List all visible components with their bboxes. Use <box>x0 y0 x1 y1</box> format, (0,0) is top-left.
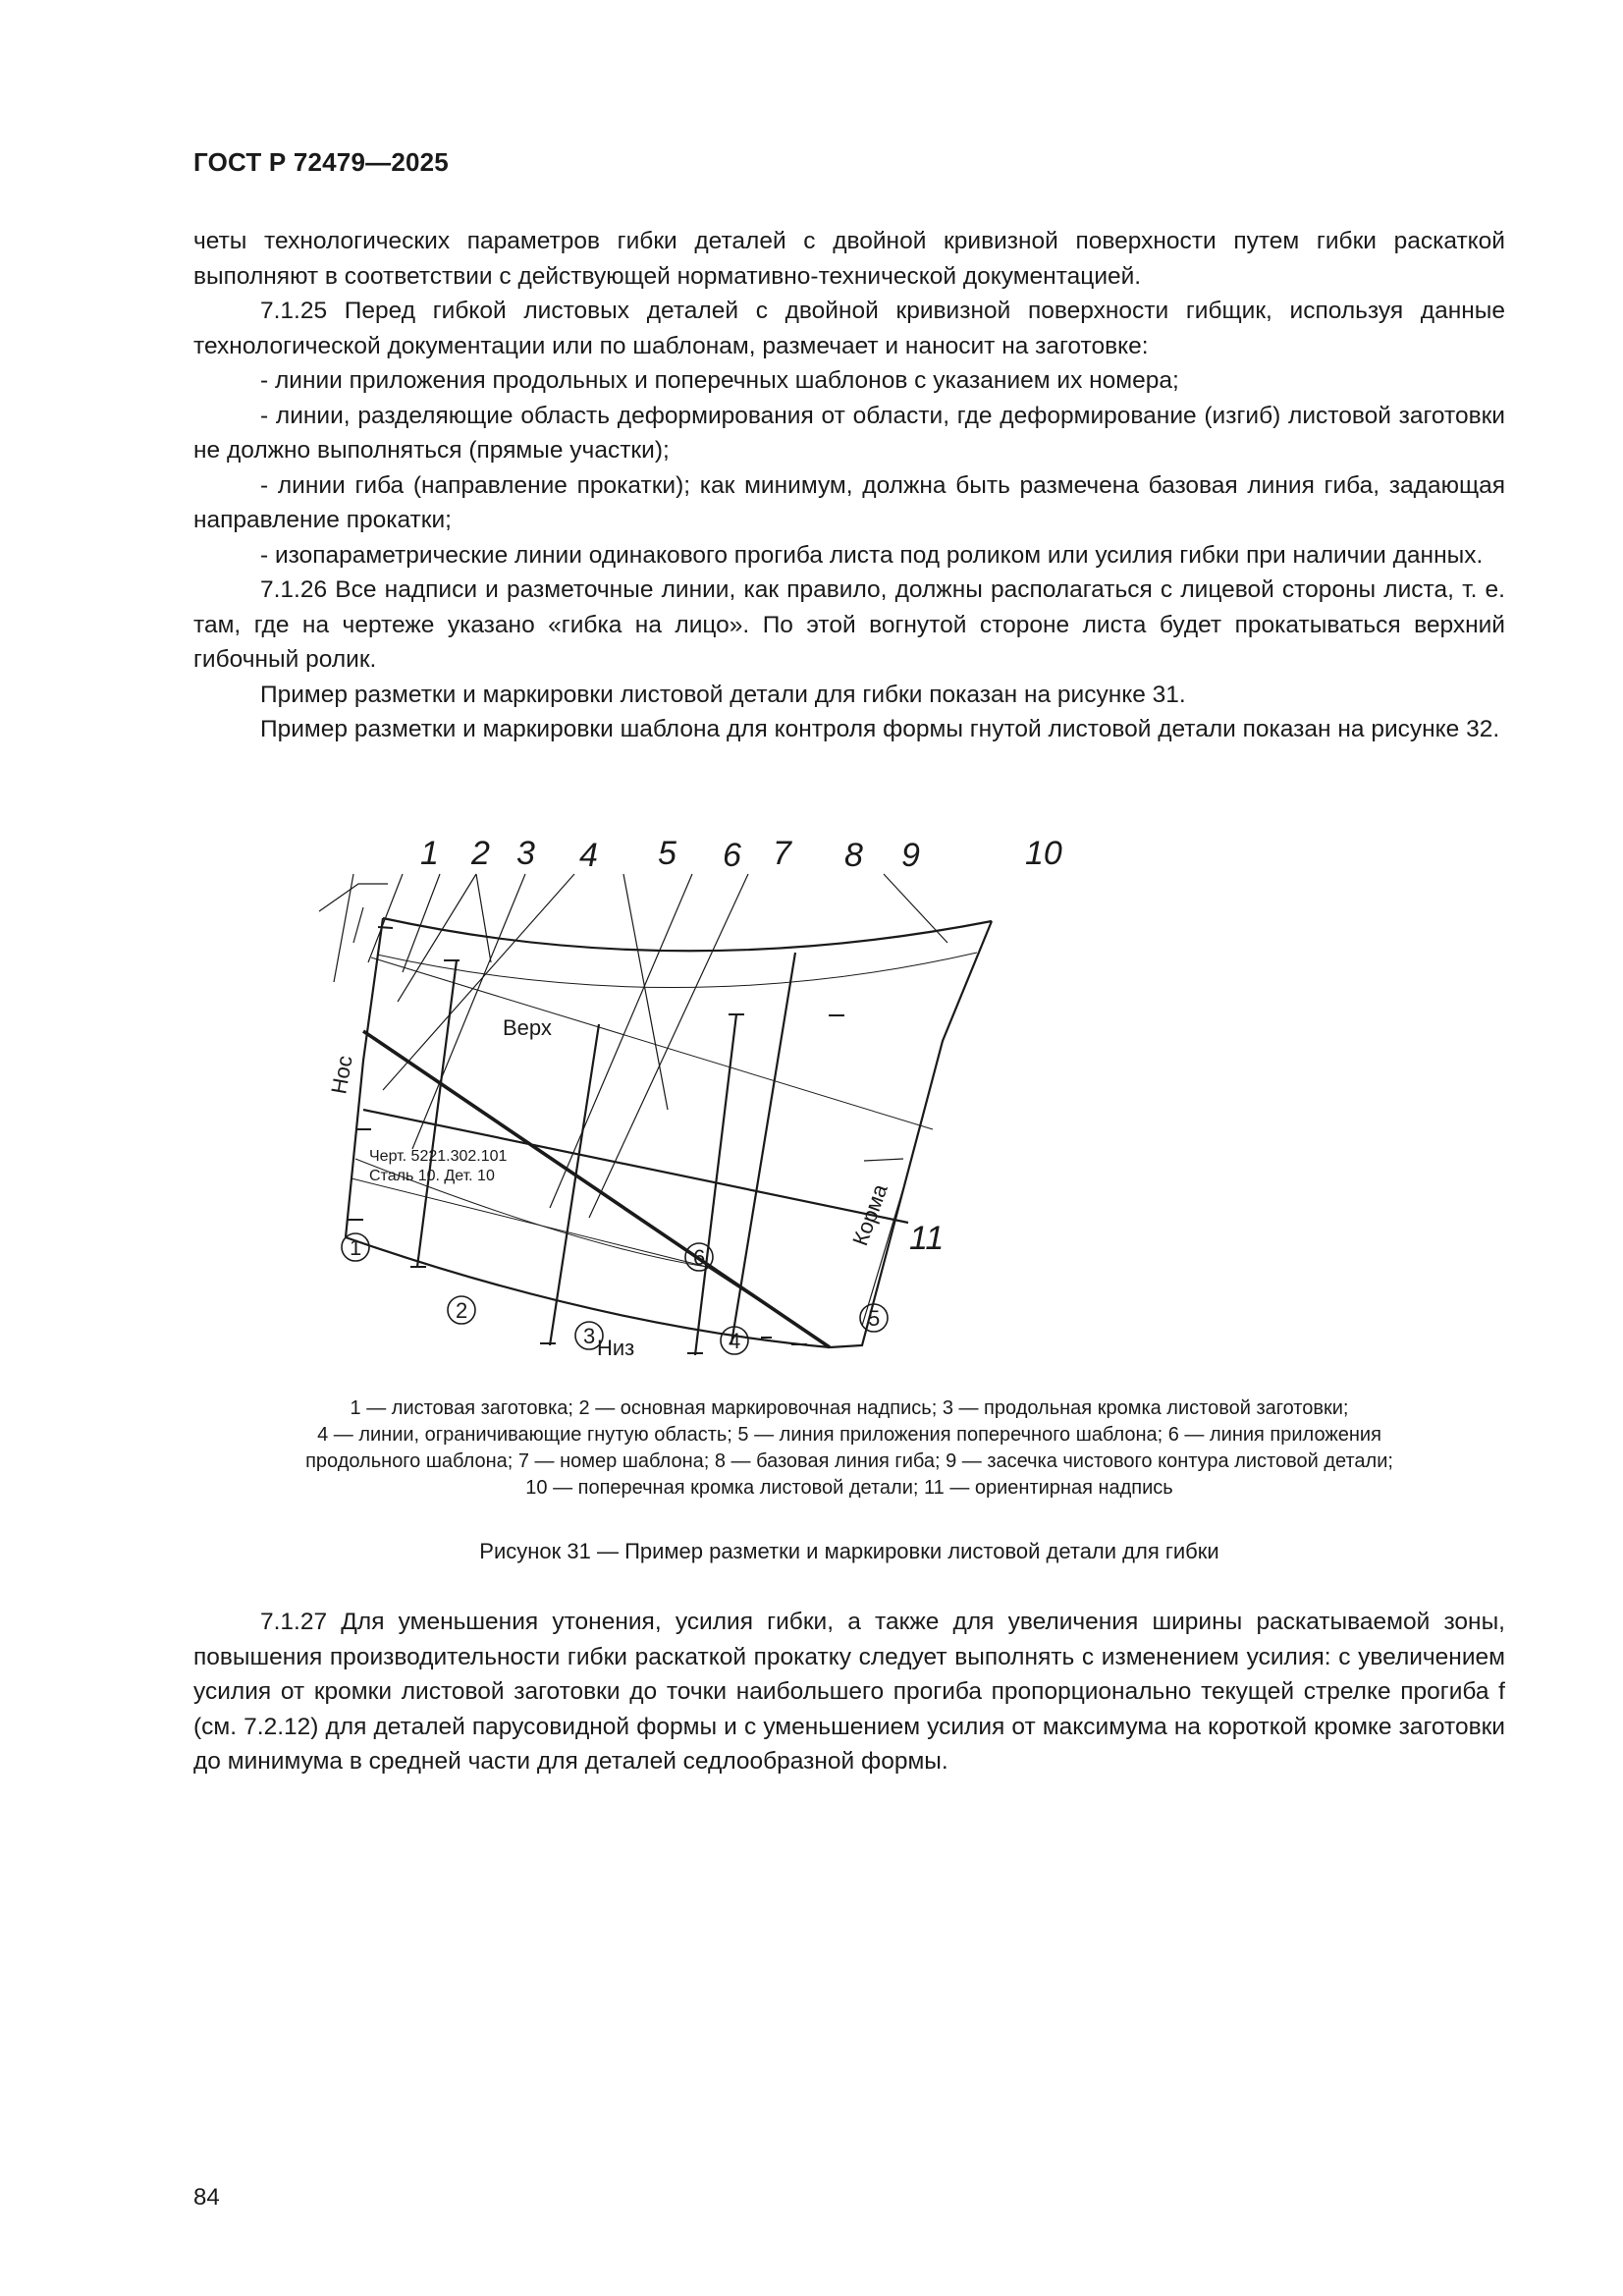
figure-caption: Рисунок 31 — Пример разметки и маркировки листовой детали для гибки <box>479 1539 1219 1563</box>
paragraph: Пример разметки и маркировки листовой детали для гибки показан на рисунке 31. <box>260 681 1186 708</box>
template-number-1: 1 <box>350 1235 362 1260</box>
page-number: 84 <box>193 2184 220 2211</box>
callout-10: 10 <box>1025 835 1062 872</box>
right-edge <box>830 921 992 1347</box>
callout-3: 3 <box>516 835 535 872</box>
document-header: ГОСТ Р 72479—2025 <box>193 147 449 177</box>
callout-8: 8 <box>844 837 863 874</box>
legend-line: 10 — поперечная кромка листовой детали; 11 — ориентирная надпись <box>525 1477 1173 1499</box>
legend-line: 4 — линии, ограничивающие гнутую область; 5 — линия приложения поперечного шаблона; 6 — линия приложения <box>317 1424 1381 1446</box>
legend-line: 1 — листовая заготовка; 2 — основная маркировочная надпись; 3 — продольная кромка листовой заготовки; <box>350 1397 1349 1419</box>
template-number-2: 2 <box>456 1298 468 1323</box>
marking-line-1: Черт. 5221.302.101 <box>369 1148 508 1165</box>
label-korma: Корма <box>847 1180 893 1249</box>
label-nos: Нос <box>326 1053 357 1096</box>
top-edge <box>383 918 992 951</box>
callout-2: 2 <box>471 835 490 872</box>
paragraph: четы технологических параметров гибки деталей с двойной кривизной поверхности путем гибки раскаткой выполняют в соответствии с действующей нормативно-технической документацией. <box>193 228 1505 290</box>
figure-31 <box>295 835 1276 1365</box>
paragraph: - линии гиба (направление прокатки); как минимум, должна быть размечена базовая линия гиба, задающая направление прокатки; <box>193 471 1505 533</box>
figure-legend <box>216 1395 1483 1502</box>
marking-line-2: Сталь 10. Дет. 10 <box>369 1168 495 1184</box>
sheet-marking-drawing <box>295 835 1276 1365</box>
callout-6: 6 <box>723 837 741 874</box>
paragraph: - линии приложения продольных и поперечных шаблонов с указанием их номера; <box>260 367 1179 394</box>
label-niz: Низ <box>597 1336 635 1360</box>
body-text-bottom <box>193 1605 1505 1779</box>
template-number-3: 3 <box>583 1324 596 1348</box>
callout-5: 5 <box>658 835 676 872</box>
callout-11: 11 <box>909 1220 945 1257</box>
callout-1: 1 <box>420 835 439 872</box>
callout-4: 4 <box>579 837 598 874</box>
paragraph: Пример разметки и маркировки шаблона для контроля формы гнутой листовой детали показан на рисунке 32. <box>260 716 1500 742</box>
paragraph: 7.1.26 Все надписи и разметочные линии, как правило, должны располагаться с лицевой стороны листа, т. е. там, где на чертеже указано «гибка на лицо». По этой вогнутой стороне листа будет прокатываться верхний гибочный ролик. <box>193 576 1505 673</box>
paragraph: - линии, разделяющие область деформирования от области, где деформирование (изгиб) листовой заготовки не должно выполняться (прямые участки); <box>193 402 1505 464</box>
legend-line: продольного шаблона; 7 — номер шаблона; 8 — базовая линия гиба; 9 — засечка чистового контура листовой детали; <box>305 1450 1393 1472</box>
template-number-4: 4 <box>729 1329 741 1353</box>
paragraph: 7.1.27 Для уменьшения утонения, усилия гибки, а также для увеличения ширины раскатываемой зоны, повышения производительности гибки раскаткой прокатку следует выполнять с изменением усилия: с увеличением усилия от кромки листовой заготовки до точки наибольшего прогиба пропорционально текущей стрелке прогиба f (см. 7.2.12) для деталей парусовидной формы и с уменьшением усилия от максимума на короткой кромке заготовки до минимума в средней части для деталей седлообразной формы. <box>193 1609 1505 1775</box>
label-verkh: Верх <box>503 1015 552 1040</box>
paragraph: 7.1.25 Перед гибкой листовых деталей с двойной кривизной поверхности гибщик, используя данные технологической документации или по шаблонам, размечает и наносит на заготовке: <box>193 298 1505 359</box>
template-number-5: 5 <box>868 1306 881 1331</box>
base-bend-line <box>363 1031 830 1347</box>
template-number-6: 6 <box>693 1245 706 1270</box>
callout-9: 9 <box>901 837 920 874</box>
body-text-top <box>193 224 1505 747</box>
callout-7: 7 <box>773 835 791 872</box>
paragraph: - изопараметрические линии одинакового прогиба листа под роликом или усилия гибки при наличии данных. <box>260 541 1484 569</box>
